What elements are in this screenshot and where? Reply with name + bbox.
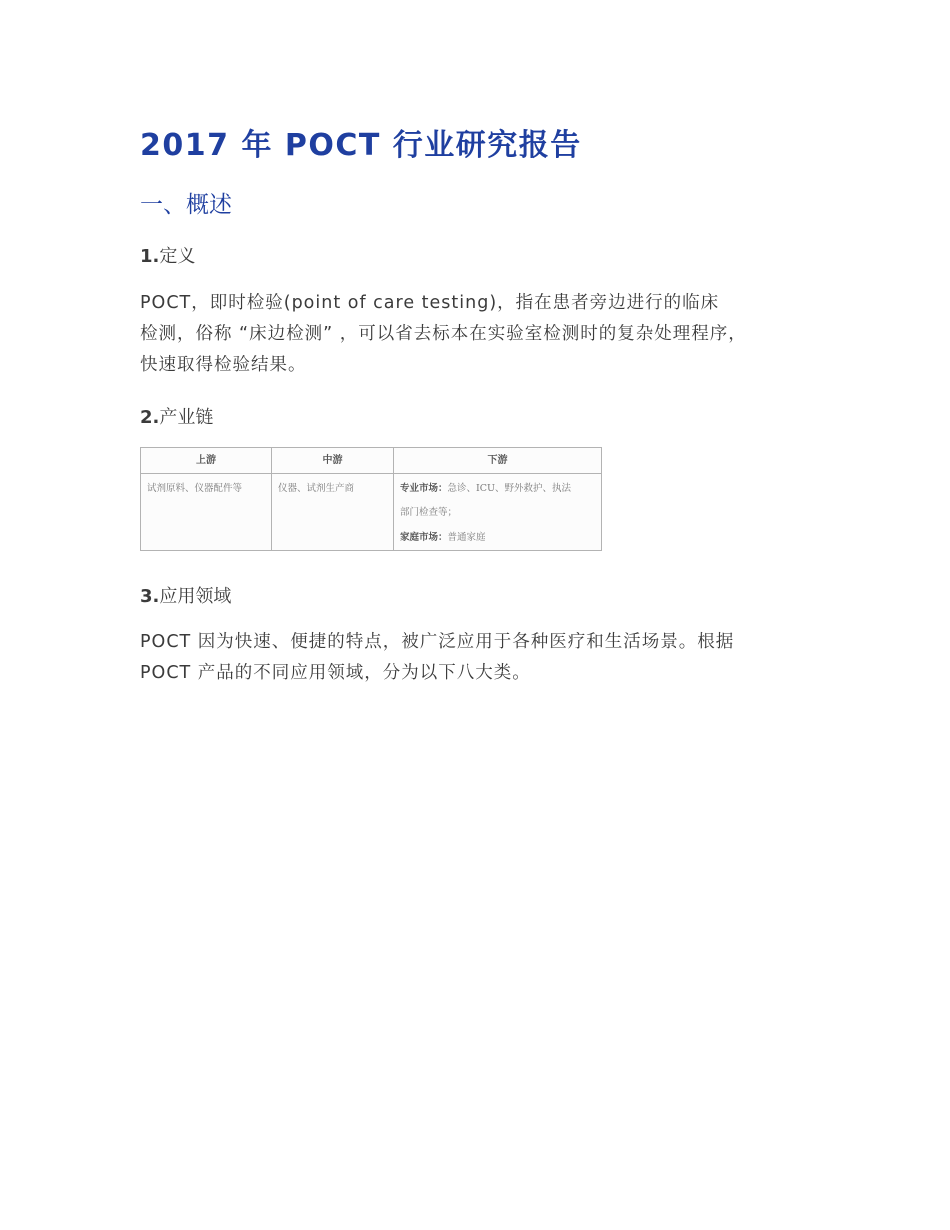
paragraph-line: 快速取得检验结果。 — [140, 355, 307, 375]
paragraph-line: POCT 因为快速、便捷的特点，被广泛应用于各种医疗和生活场景。根据 — [140, 632, 735, 652]
pro-market-value: 急诊、ICU、野外救护、执法 — [447, 483, 572, 494]
header-midstream: 中游 — [322, 455, 343, 466]
header-upstream: 上游 — [196, 455, 216, 466]
home-market-value: 普通家庭 — [447, 532, 486, 543]
subheading-industry-chain — [140, 403, 213, 429]
subheading-number: 2. — [140, 407, 160, 428]
home-market-label: 家庭市场： — [400, 532, 448, 543]
subheading-number: 3. — [140, 586, 160, 607]
cell-midstream: 仪器、试剂生产商 — [278, 483, 355, 494]
paragraph-line: 检测，俗称 “床边检测” ，可以省去标本在实验室检测时的复杂处理程序， — [140, 324, 747, 344]
section-heading-overview: 一、概述 — [140, 192, 232, 218]
subheading-label: 应用领域 — [159, 586, 232, 607]
paragraph-line: POCT 产品的不同应用领域，分为以下八大类。 — [140, 663, 531, 683]
industry-chain-table-image — [140, 447, 602, 551]
definition-paragraph — [140, 288, 830, 381]
header-downstream: 下游 — [487, 455, 508, 466]
paragraph-line: POCT，即时检验(point of care testing)，指在患者旁边进行的临床 — [140, 293, 720, 313]
report-title: 2017 年 POCT 行业研究报告 — [140, 128, 582, 163]
subheading-definition — [140, 242, 195, 268]
cell-upstream: 试剂原料、仪器配件等 — [147, 483, 243, 494]
subheading-label: 定义 — [159, 246, 196, 267]
cell-downstream-pro — [400, 476, 571, 501]
pro-market-label: 专业市场： — [400, 483, 448, 494]
subheading-label: 产业链 — [159, 407, 214, 428]
cell-downstream-home — [400, 525, 486, 550]
subheading-application — [140, 582, 231, 608]
application-paragraph — [140, 627, 830, 689]
cell-downstream-pro-cont: 部门检查等； — [400, 507, 458, 518]
subheading-number: 1. — [140, 246, 160, 267]
